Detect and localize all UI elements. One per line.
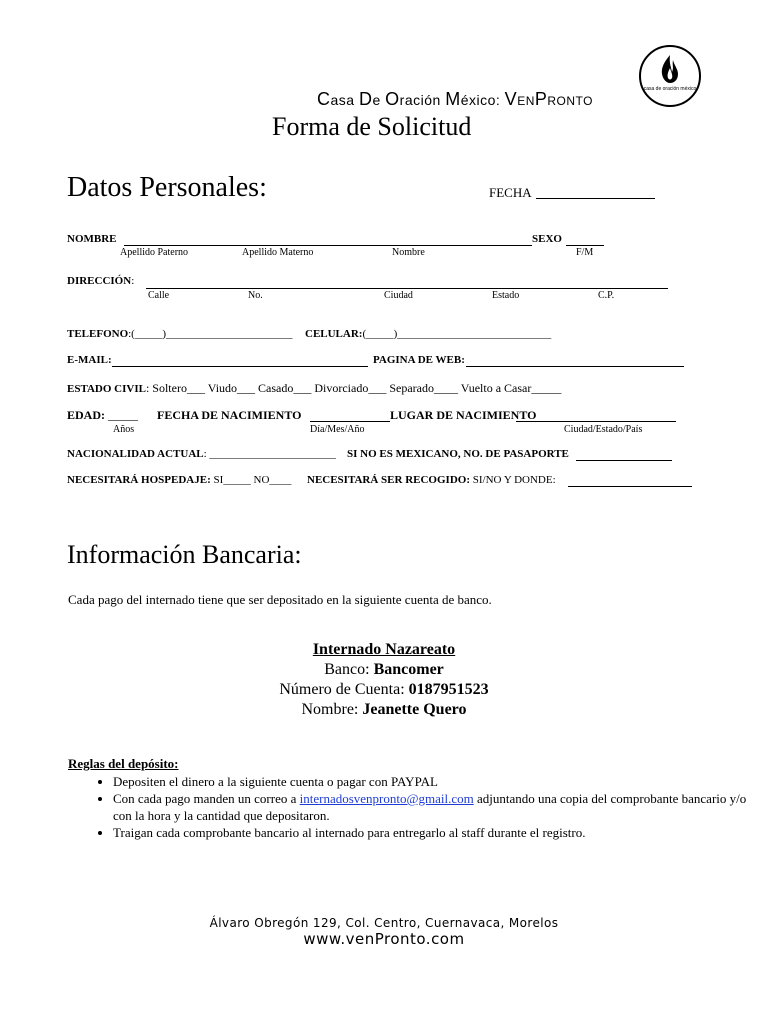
bank-heading: Información Bancaria: xyxy=(67,540,302,569)
rule-item: • Traigan cada comprobante bancario al internado para entregarlo al staff durante el registro. xyxy=(113,824,753,841)
sub-anos: Años xyxy=(113,424,135,435)
sub-estado: Estado xyxy=(492,290,520,301)
fecha-field[interactable] xyxy=(536,198,655,199)
recogido-field[interactable] xyxy=(568,486,692,487)
rules-heading: Reglas del depósito: xyxy=(68,756,179,771)
sexo-label: SEXO xyxy=(532,233,562,245)
pasaporte-field[interactable] xyxy=(576,460,672,461)
email-link[interactable]: internadosvenpronto@gmail.com xyxy=(299,791,474,806)
recogido-row[interactable]: NECESITARÁ SER RECOGIDO: SI/NO Y DONDE: xyxy=(307,474,556,486)
logo-text: casa de oración méxico xyxy=(643,86,697,92)
edad-row[interactable]: EDAD: _____ xyxy=(67,408,138,422)
sub-apellido-materno: Apellido Materno xyxy=(242,247,314,258)
sub-nombre: Nombre xyxy=(392,247,425,258)
footer-website[interactable]: www.venPronto.com xyxy=(303,930,465,948)
bank-cuenta-line: Número de Cuenta: 0187951523 xyxy=(279,681,489,698)
sub-fm: F/M xyxy=(576,247,594,258)
telefono-row[interactable]: TELEFONO:(_____)_______________________ xyxy=(67,328,293,340)
rule-item: • Con cada pago manden un correo a internadosvenpronto@gmail.com adjuntando una copia del comprobante bancario y/o con la hora y la cantidad que depositaron. xyxy=(113,790,753,824)
direccion-label: DIRECCIÓN: xyxy=(67,275,135,287)
sub-dia-mes-ano: Día/Mes/Año xyxy=(310,424,365,435)
celular-row[interactable]: CELULAR:(_____)____________________________ xyxy=(305,328,552,340)
lugar-nacimiento-field[interactable] xyxy=(516,421,676,422)
sub-apellido-paterno: Apellido Paterno xyxy=(120,247,189,258)
estado-civil-row[interactable]: ESTADO CIVIL: Soltero___ Viudo___ Casado___ Divorciado___ Separado____ Vuelto a Casar_____ xyxy=(67,381,562,395)
pagina-label: PAGINA DE WEB: xyxy=(373,354,465,366)
fecha-nacimiento-label: FECHA DE NACIMIENTO xyxy=(157,408,302,422)
footer-address: Álvaro Obregón 129, Col. Centro, Cuernavaca, Morelos xyxy=(209,916,559,930)
personal-heading: Datos Personales: xyxy=(67,172,267,203)
sub-ciudad: Ciudad xyxy=(384,290,413,301)
rule-item: • Depositen el dinero a la siguiente cuenta o pagar con PAYPAL xyxy=(113,773,753,790)
logo xyxy=(639,45,701,107)
fecha-nacimiento-field[interactable] xyxy=(310,421,390,422)
flame-icon xyxy=(658,54,682,84)
pasaporte-label: SI NO ES MEXICANO, NO. DE PASAPORTE xyxy=(347,448,569,460)
sub-cp: C.P. xyxy=(598,290,615,301)
hospedaje-row[interactable]: NECESITARÁ HOSPEDAJE: SI_____ NO____ xyxy=(67,474,292,486)
sub-calle: Calle xyxy=(148,290,170,301)
bank-nombre-line: Nombre: Jeanette Quero xyxy=(301,701,467,718)
sub-ciudad-estado-pais: Ciudad/Estado/País xyxy=(564,424,643,435)
nacionalidad-row[interactable]: NACIONALIDAD ACTUAL: _______________________ xyxy=(67,448,336,460)
org-name: Casa De Oración México: VENPRONTO xyxy=(317,89,593,109)
bank-intro: Cada pago del internado tiene que ser depositado en la siguiente cuenta de banco. xyxy=(68,592,492,607)
fecha-label: FECHA xyxy=(489,185,532,200)
bank-account-name: Internado Nazareato xyxy=(312,641,456,658)
pagina-field[interactable] xyxy=(466,366,684,367)
sexo-field[interactable] xyxy=(566,245,604,246)
email-field[interactable] xyxy=(112,366,368,367)
sub-no: No. xyxy=(248,290,263,301)
nombre-field[interactable] xyxy=(124,245,532,246)
nombre-label: NOMBRE xyxy=(67,233,117,245)
email-label: E-MAIL: xyxy=(67,354,112,366)
form-title: Forma de Solicitud xyxy=(272,112,472,141)
rules-list xyxy=(68,773,753,841)
direccion-field[interactable] xyxy=(146,288,668,289)
lugar-nacimiento-label: LUGAR DE NACIMIENTO xyxy=(390,408,537,422)
bank-banco-line: Banco: Bancomer xyxy=(324,661,444,678)
